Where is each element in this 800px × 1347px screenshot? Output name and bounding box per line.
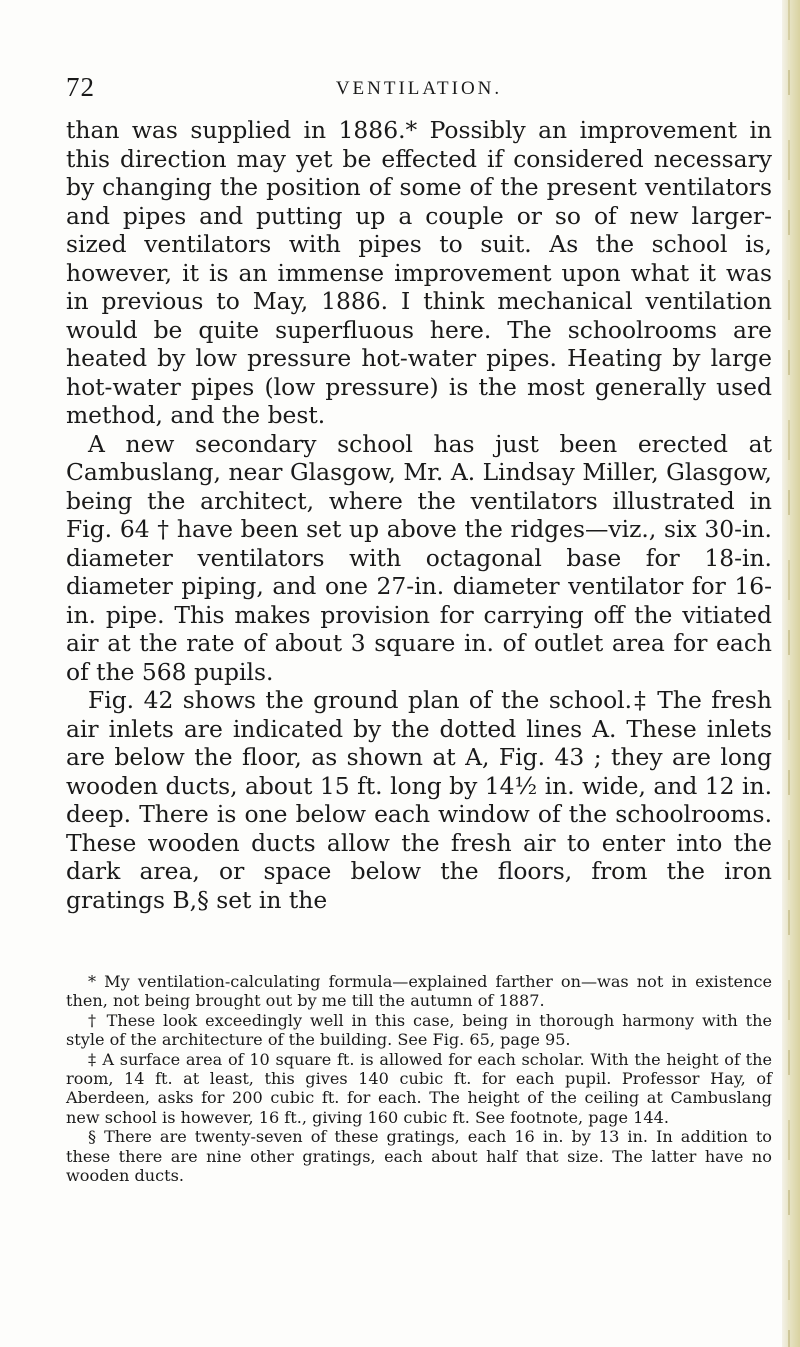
footnote: † These look exceedingly well in this case, being in thorough harmony with the style of the architecture of the building. See Fig. 65, page 95.	[66, 1010, 772, 1050]
paragraph: A new secondary school has just been erected at Cambuslang, near Glasgow, Mr. A. Lindsay Miller, Glasgow, being the architect, where the ventilators illustrated in Fig. 64 † have been set up above the ridges—viz., six 30-in. diameter ventilators with octagonal base for 18-in. diameter piping, and one 27-in. diameter ventilator for 16-in. pipe. This makes provision for carrying off the vitiated air at the rate of about 3 square in. of outlet area for each of the 568 pupils.	[66, 429, 772, 686]
footnote: § There are twenty-seven of these gratings, each 16 in. by 13 in. In addition to these there are nine other gratings, each about half that size. The latter have no wooden ducts.	[66, 1127, 772, 1186]
footnote: * My ventilation-calculating formula—explained farther on—was not in existence then, not being brought out by me till the autumn of 1887.	[66, 972, 772, 1011]
footnote: ‡ A surface area of 10 square ft. is allowed for each scholar. With the height of the room, 14 ft. at least, this gives 140 cubic ft. for each pupil. Professor Hay, of Aberdeen, asks for 200 cubic ft. for each. The height of the ceiling at Cambuslang new school is however, 16 ft., giving 160 cubic ft. See footnote, page 144.	[66, 1049, 772, 1127]
page-edge	[782, 0, 800, 1347]
footnotes	[66, 972, 772, 1185]
body-text	[66, 116, 772, 914]
page-number: 72	[66, 72, 95, 102]
page-header	[66, 72, 772, 106]
paragraph: Fig. 42 shows the ground plan of the school.‡ The fresh air inlets are indicated by the dotted lines A. These inlets are below the floor, as shown at A, Fig. 43 ; they are long wooden ducts, about 15 ft. long by 14½ in. wide, and 12 in. deep. There is one below each window of the schoolrooms. These wooden ducts allow the fresh air to enter into the dark area, or space below the floors, from the iron gratings B,§ set in the	[66, 686, 772, 914]
paragraph: than was supplied in 1886.* Possibly an improvement in this direction may yet be effected if considered necessary by changing the position of some of the present ventilators and pipes and putting up a couple or so of new larger-sized ventilators with pipes to suit. As the school is, however, it is an immense improvement upon what it was in previous to May, 1886. I think mechanical ventilation would be quite superfluous here. The schoolrooms are heated by low pressure hot-water pipes. Heating by large hot-water pipes (low pressure) is the most generally used method, and the best.	[66, 116, 772, 429]
running-head: VENTILATION.	[335, 78, 503, 99]
